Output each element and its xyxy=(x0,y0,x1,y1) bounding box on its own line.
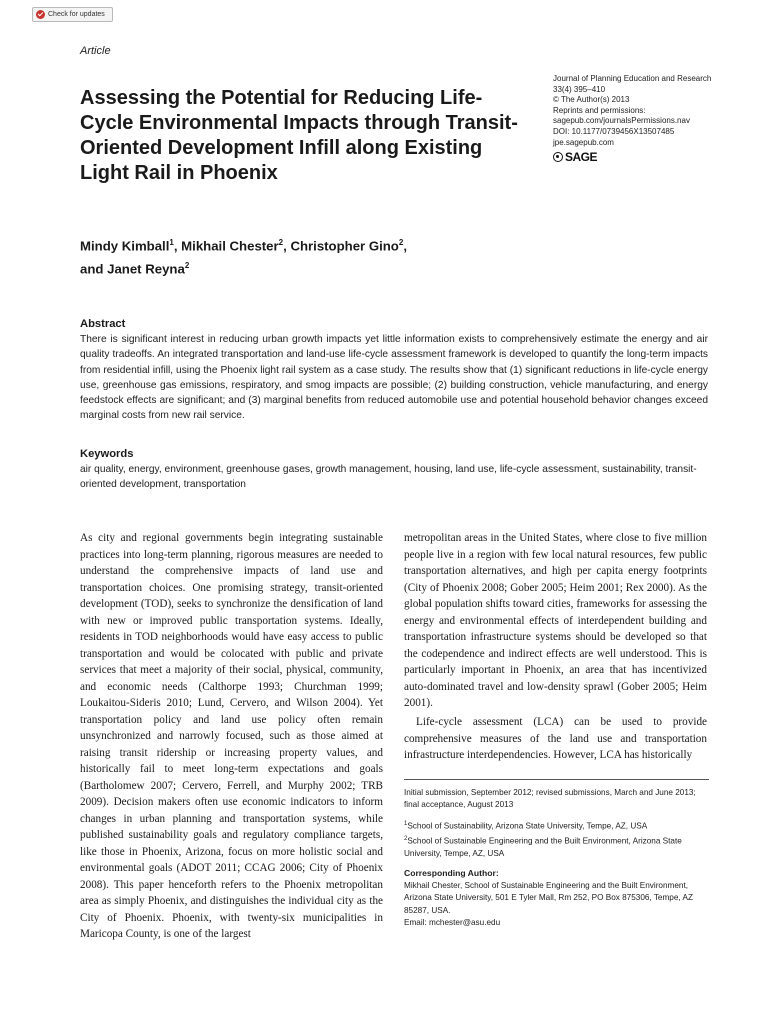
author-separator: , xyxy=(283,238,291,254)
body-right-paragraph-2: Life-cycle assessment (LCA) can be used to provide comprehensive measures of the land use and transportation infrastructure interdependencies. However, LCA has historically xyxy=(404,716,707,761)
copyright: © The Author(s) 2013 xyxy=(553,95,630,105)
corresponding-author-email[interactable]: Email: mchester@asu.edu xyxy=(404,918,501,928)
check-for-updates-label: Check for updates xyxy=(48,11,105,18)
body-right-paragraph-1: metropolitan areas in the United States, where close to five million people live in a region with few local natural resources, few public transportation alternatives, and high per capita energy footprints (City of Phoenix 2008; Gober 2005; Heim 2001; Rex 2000). As the global population shifts toward cities, frameworks for assessing the energy and environmental effects of interdependent building and transportation infrastructure systems should be developed so that the codependence and indirect effects are well understood. This is particularly important in Phoenix, an area that has incentivized auto-dominated travel and low-density sprawl (Gober 2005; Heim 2001). xyxy=(404,532,707,709)
check-for-updates-badge[interactable] xyxy=(32,7,113,22)
affiliation-text: School of Sustainable Engineering and the Built Environment, Arizona State University, Tempe, AZ, USA xyxy=(404,836,682,859)
author-affiliation-mark: 1 xyxy=(169,238,174,247)
affiliation-mark: 1 xyxy=(404,820,408,827)
journal-info xyxy=(553,74,743,163)
sage-logo-icon xyxy=(553,152,563,162)
author-name: Mikhail Chester xyxy=(181,238,279,254)
permissions-link[interactable]: sagepub.com/journalsPermissions.nav xyxy=(553,116,690,126)
abstract-text: There is significant interest in reducing urban growth impacts yet little information exists to comprehensively estimate the energy and air quality tradeoffs. An integrated transportation and land-use life-cycle assessment framework is developed to quantify the long-term impacts from residential infill, using the Phoenix light rail system as a case study. The results show that (1) significant reductions in life-cycle energy use, greenhouse gas emissions, respiratory, and smog impacts are possible; (2) building construction, vehicle manufacturing, and energy feedstock effects are significant; and (3) marginal benefits from reduced automobile use and potential household behavior changes exceed marginal costs from new rail service. xyxy=(80,334,708,422)
author-affiliation-mark: 2 xyxy=(184,261,190,271)
submission-history: Initial submission, September 2012; revised submissions, March and June 2013; final acceptance, August 2013 xyxy=(404,788,696,810)
affiliation-2 xyxy=(404,833,709,861)
author-separator: , xyxy=(173,238,182,254)
author-name: Christopher Gino xyxy=(290,238,399,254)
abstract-heading: Abstract xyxy=(80,318,126,330)
author-name: Mindy Kimball xyxy=(80,238,170,254)
keywords-text: air quality, energy, environment, greenhouse gases, growth management, housing, land use, life-cycle assessment, sustainability, transit-oriented development, transportation xyxy=(80,464,697,491)
affiliation-1 xyxy=(404,818,709,833)
corresponding-author-text: Mikhail Chester, School of Sustainable Engineering and the Built Environment, Arizona State University, 501 E Tyler Mall, Rm 252, PO Box 875306, Tempe, AZ 85287, USA. xyxy=(404,880,693,915)
author-affiliation-mark: 2 xyxy=(278,238,284,247)
paper-title: Assessing the Potential for Reducing Life-Cycle Environmental Impacts through Transit-Oriented Development Infill along Existing Light Rail in Phoenix xyxy=(80,87,518,184)
footnote-divider xyxy=(404,779,709,780)
check-icon xyxy=(36,10,45,19)
journal-volume: 33(4) 395–410 xyxy=(553,84,606,94)
author-separator: , xyxy=(403,238,407,254)
affiliation-mark: 2 xyxy=(404,835,408,842)
article-type-label: Article xyxy=(80,45,111,57)
corresponding-author-heading: Corresponding Author: xyxy=(404,867,499,878)
doi[interactable]: DOI: 10.1177/0739456X13507485 xyxy=(553,126,675,136)
affiliation-text: School of Sustainability, Arizona State University, Tempe, AZ, USA xyxy=(407,821,648,831)
reprints-label: Reprints and permissions: xyxy=(553,105,646,115)
journal-name: Journal of Planning Education and Research xyxy=(553,74,712,83)
keywords-heading: Keywords xyxy=(80,448,134,460)
sage-logo xyxy=(553,152,743,163)
author-affiliation-mark: 2 xyxy=(398,238,404,247)
body-left-column: As city and regional governments begin integrating sustainable practices into long-term planning, rigorous measures are needed to understand the comprehensive impacts of land use and transportation choices. One promising strategy, transit-oriented development (TOD), seeks to synchronize the densification of land with new or improved public transportation systems. Ideally, residents in TOD neighborhoods would have easy access to public transportation and would be colocated with public and private services that meet a majority of their social, physical, community, and economic needs (Calthorpe 1993; Churchman 1999; Loukaitou-Sideris 2010; Lund, Cervero, and Wilson 2004). Yet transportation policy and land use policy often remain unsynchronized and narrowly focused, such as those aimed at raising transit ridership or increasing property values, and historically fail to meet long-term expectations and goals (Bartholomew 2007; Cervero, Ferrell, and Murphy 2002; TRB 2009). Decision makers often use economic indicators to inform changes in urban planning and transportation systems, while published sustainability goals and regulatory compliance targets, like those in Phoenix, Arizona, focus on more holistic social and environmental goals (ADOT 2011; CCAG 2006; City of Phoenix 2008). This paper henceforth refers to the Phoenix metropolitan area as simply Phoenix, and distinguishes the individual city as the City of Phoenix. Phoenix, with twenty-six municipalities in Maricopa County, is one of the largest xyxy=(80,532,383,940)
publisher-name: SAGE xyxy=(565,150,598,165)
author-list xyxy=(80,233,500,280)
author-name: and Janet Reyna xyxy=(80,261,185,277)
footnotes xyxy=(404,787,709,930)
journal-site-link[interactable]: jpe.sagepub.com xyxy=(553,137,614,147)
